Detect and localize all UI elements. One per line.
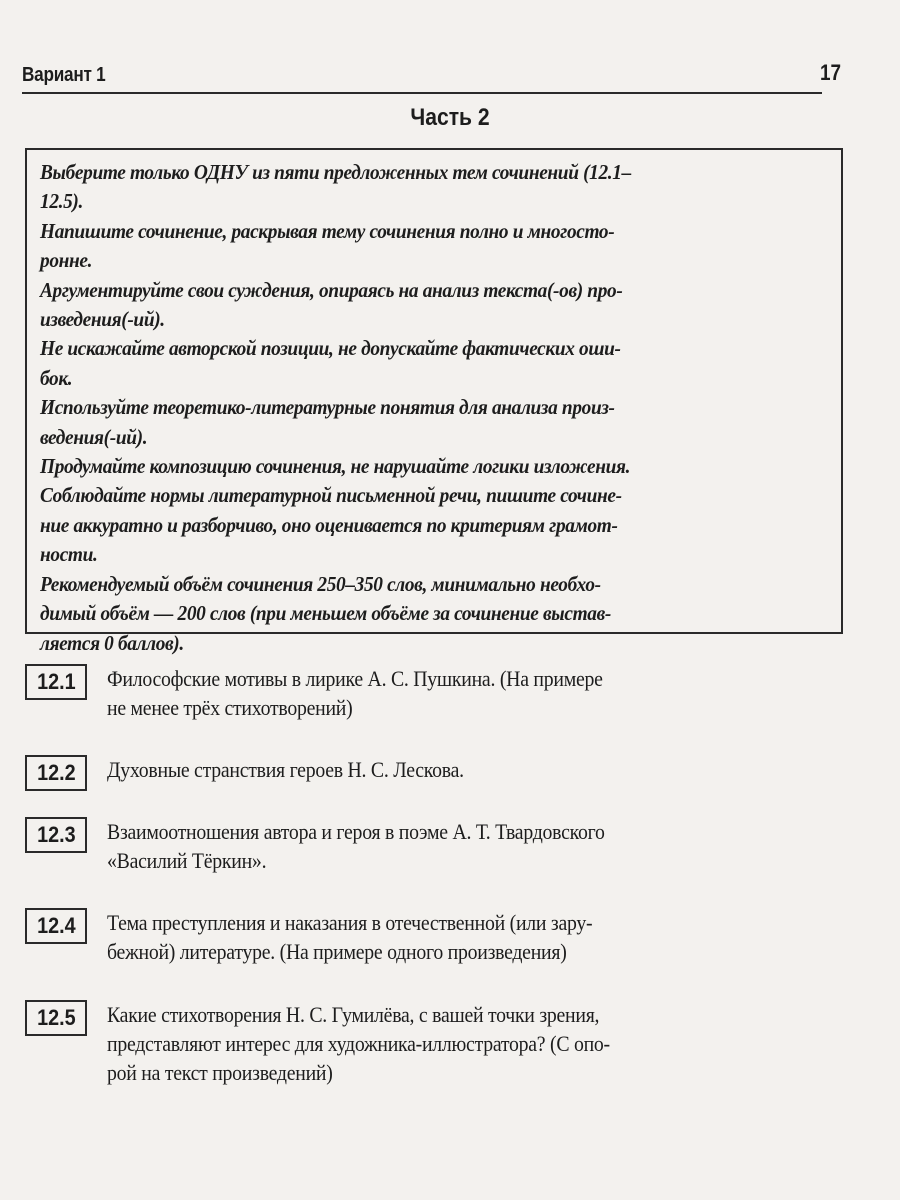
topic-number-box: 12.2 xyxy=(25,755,87,791)
instruction-line: Рекомендуемый объём сочинения 250–350 слов, минимально необхо- xyxy=(40,571,601,596)
topic-text xyxy=(107,817,867,875)
topic-line: Философские мотивы в лирике А. С. Пушкина. (На примере xyxy=(107,666,603,691)
topic-line: рой на текст произведений) xyxy=(107,1060,333,1085)
instruction-line: бок. xyxy=(40,365,73,390)
topic-text xyxy=(107,664,867,722)
topic-line: «Василий Тёркин». xyxy=(107,848,267,873)
topic-line: бежной) литературе. (На примере одного произведения) xyxy=(107,939,567,964)
topic-line: Духовные странствия героев Н. С. Лескова. xyxy=(107,757,464,782)
topic-line: Какие стихотворения Н. С. Гумилёва, с вашей точки зрения, xyxy=(107,1002,600,1027)
instruction-line: Используйте теоретико-литературные понятия для анализа произ- xyxy=(40,395,615,420)
instruction-line: изведения(-ий). xyxy=(40,307,165,332)
instruction-line: 12.5). xyxy=(40,189,83,214)
instruction-line: ляется 0 баллов). xyxy=(40,630,184,655)
topic-line: представляют интерес для художника-иллюстратора? (С опо- xyxy=(107,1031,610,1056)
instructions-box xyxy=(25,148,843,655)
topic-text xyxy=(107,908,867,966)
running-header xyxy=(22,58,822,94)
instruction-line: димый объём — 200 слов (при меньшем объёме за сочинение выстав- xyxy=(40,601,611,626)
topic-number-box: 12.4 xyxy=(25,908,87,944)
topic-number-box: 12.5 xyxy=(25,1000,87,1036)
instruction-line: Напишите сочинение, раскрывая тему сочинения полно и многосто- xyxy=(40,218,615,243)
topic-line: Тема преступления и наказания в отечественной (или зару- xyxy=(107,910,593,935)
instruction-line: Продумайте композицию сочинения, не нарушайте логики изложения. xyxy=(40,454,631,479)
topic-text xyxy=(107,1000,867,1087)
topic-text xyxy=(107,755,867,784)
instruction-line: Соблюдайте нормы литературной письменной речи, пишите сочине- xyxy=(40,483,622,508)
instruction-line: ние аккуратно и разборчиво, оно оценивается по критериям грамот- xyxy=(40,512,618,537)
instruction-line: Не искажайте авторской позиции, не допускайте фактических оши- xyxy=(40,336,621,361)
topic-number-box: 12.1 xyxy=(25,664,87,700)
instruction-line: ведения(-ий). xyxy=(40,424,148,449)
instruction-line: Выберите только ОДНУ из пяти предложенных тем сочинений (12.1– xyxy=(40,160,631,184)
instruction-line: ности. xyxy=(40,542,98,567)
part-title: Часть 2 xyxy=(410,104,490,131)
topic-line: Взаимоотношения автора и героя в поэме А. Т. Твардовского xyxy=(107,819,605,844)
topic-line: не менее трёх стихотворений) xyxy=(107,695,353,720)
page-number: 17 xyxy=(820,60,842,85)
instruction-line: ронне. xyxy=(40,248,93,273)
topic-number-box: 12.3 xyxy=(25,817,87,853)
variant-label: Вариант 1 xyxy=(22,64,106,86)
instruction-line: Аргументируйте свои суждения, опираясь на анализ текста(-ов) про- xyxy=(40,277,623,302)
